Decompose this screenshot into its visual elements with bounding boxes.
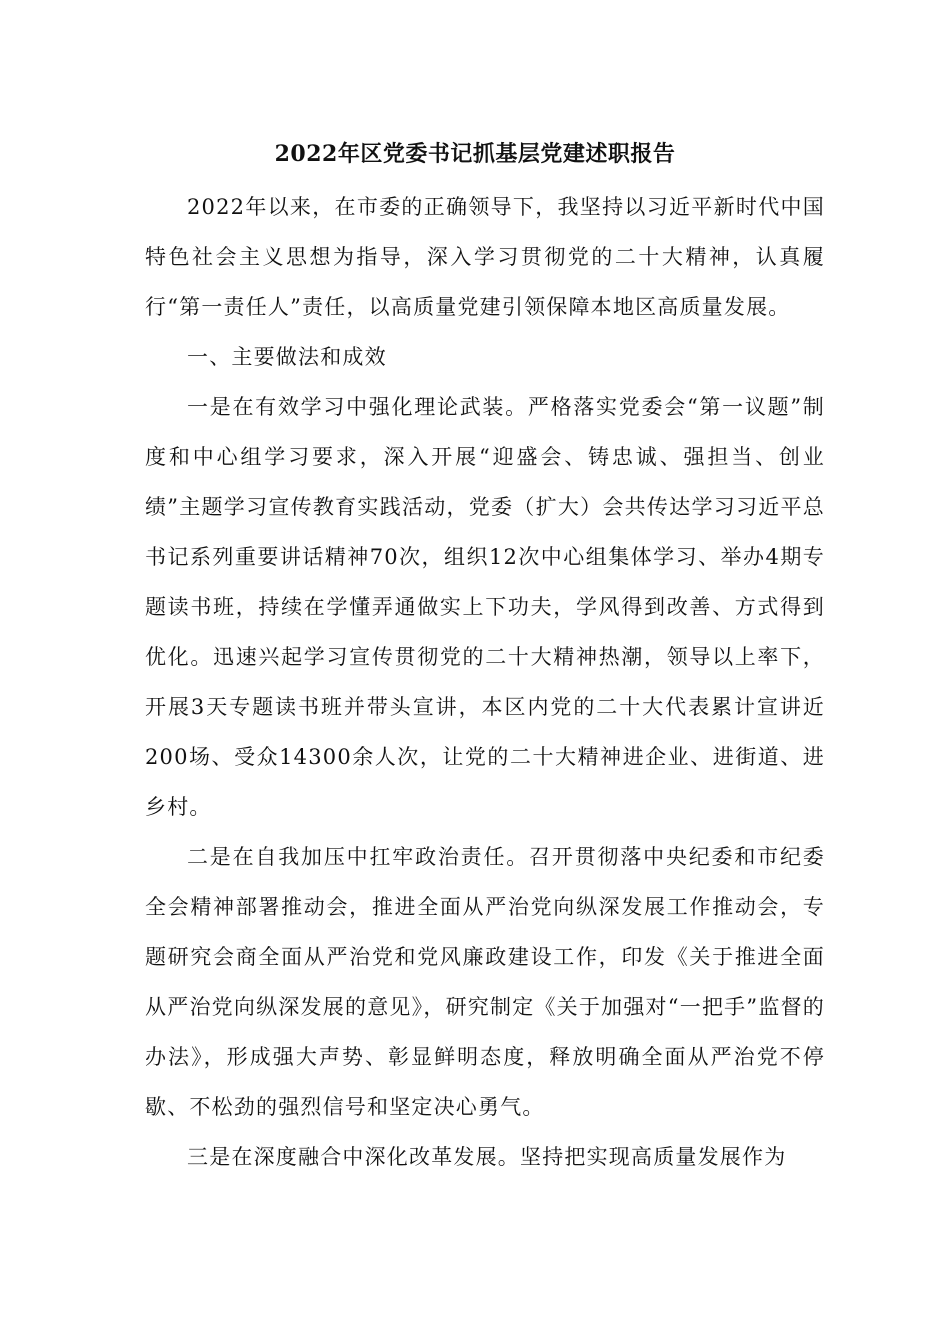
paragraph-reform-development: 三是在深度融合中深化改革发展。坚持把实现高质量发展作为 xyxy=(187,1145,787,1169)
document-title: 2022年区党委书记抓基层党建述职报告 xyxy=(274,141,676,167)
document-body xyxy=(145,182,825,1182)
section-heading: 一、主要做法和成效 xyxy=(187,345,387,369)
intro-paragraph: 2022年以来，在市委的正确领导下，我坚持以习近平新时代中国特色社会主义思想为指导，深入学习贯彻党的二十大精神，认真履行“第一责任人”责任，以高质量党建引领保障本地区高质量发展。 xyxy=(145,195,825,319)
paragraph-theory-study: 一是在有效学习中强化理论武装。严格落实党委会“第一议题”制度和中心组学习要求，深入开展“迎盛会、铸忠诚、强担当、创业绩”主题学习宣传教育实践活动，党委（扩大）会共传达学习习近平总书记系列重要讲话精神70次，组织12次中心组集体学习、举办4期专题读书班，持续在学懂弄通做实上下功夫，学风得到改善、方式得到优化。迅速兴起学习宣传贯彻党的二十大精神热潮，领导以上率下，开展3天专题读书班并带头宣讲，本区内党的二十大代表累计宣讲近200场、受众14300余人次，让党的二十大精神进企业、进街道、进乡村。 xyxy=(145,395,825,819)
paragraph-political-responsibility: 二是在自我加压中扛牢政治责任。召开贯彻落中央纪委和市纪委全会精神部署推动会，推进全面从严治党向纵深发展工作推动会，专题研究会商全面从严治党和党风廉政建设工作，印发《关于推进全面从严治党向纵深发展的意见》，研究制定《关于加强对“一把手”监督的办法》，形成强大声势、彰显鲜明态度，释放明确全面从严治党不停歇、不松劲的强烈信号和坚定决心勇气。 xyxy=(145,845,825,1119)
